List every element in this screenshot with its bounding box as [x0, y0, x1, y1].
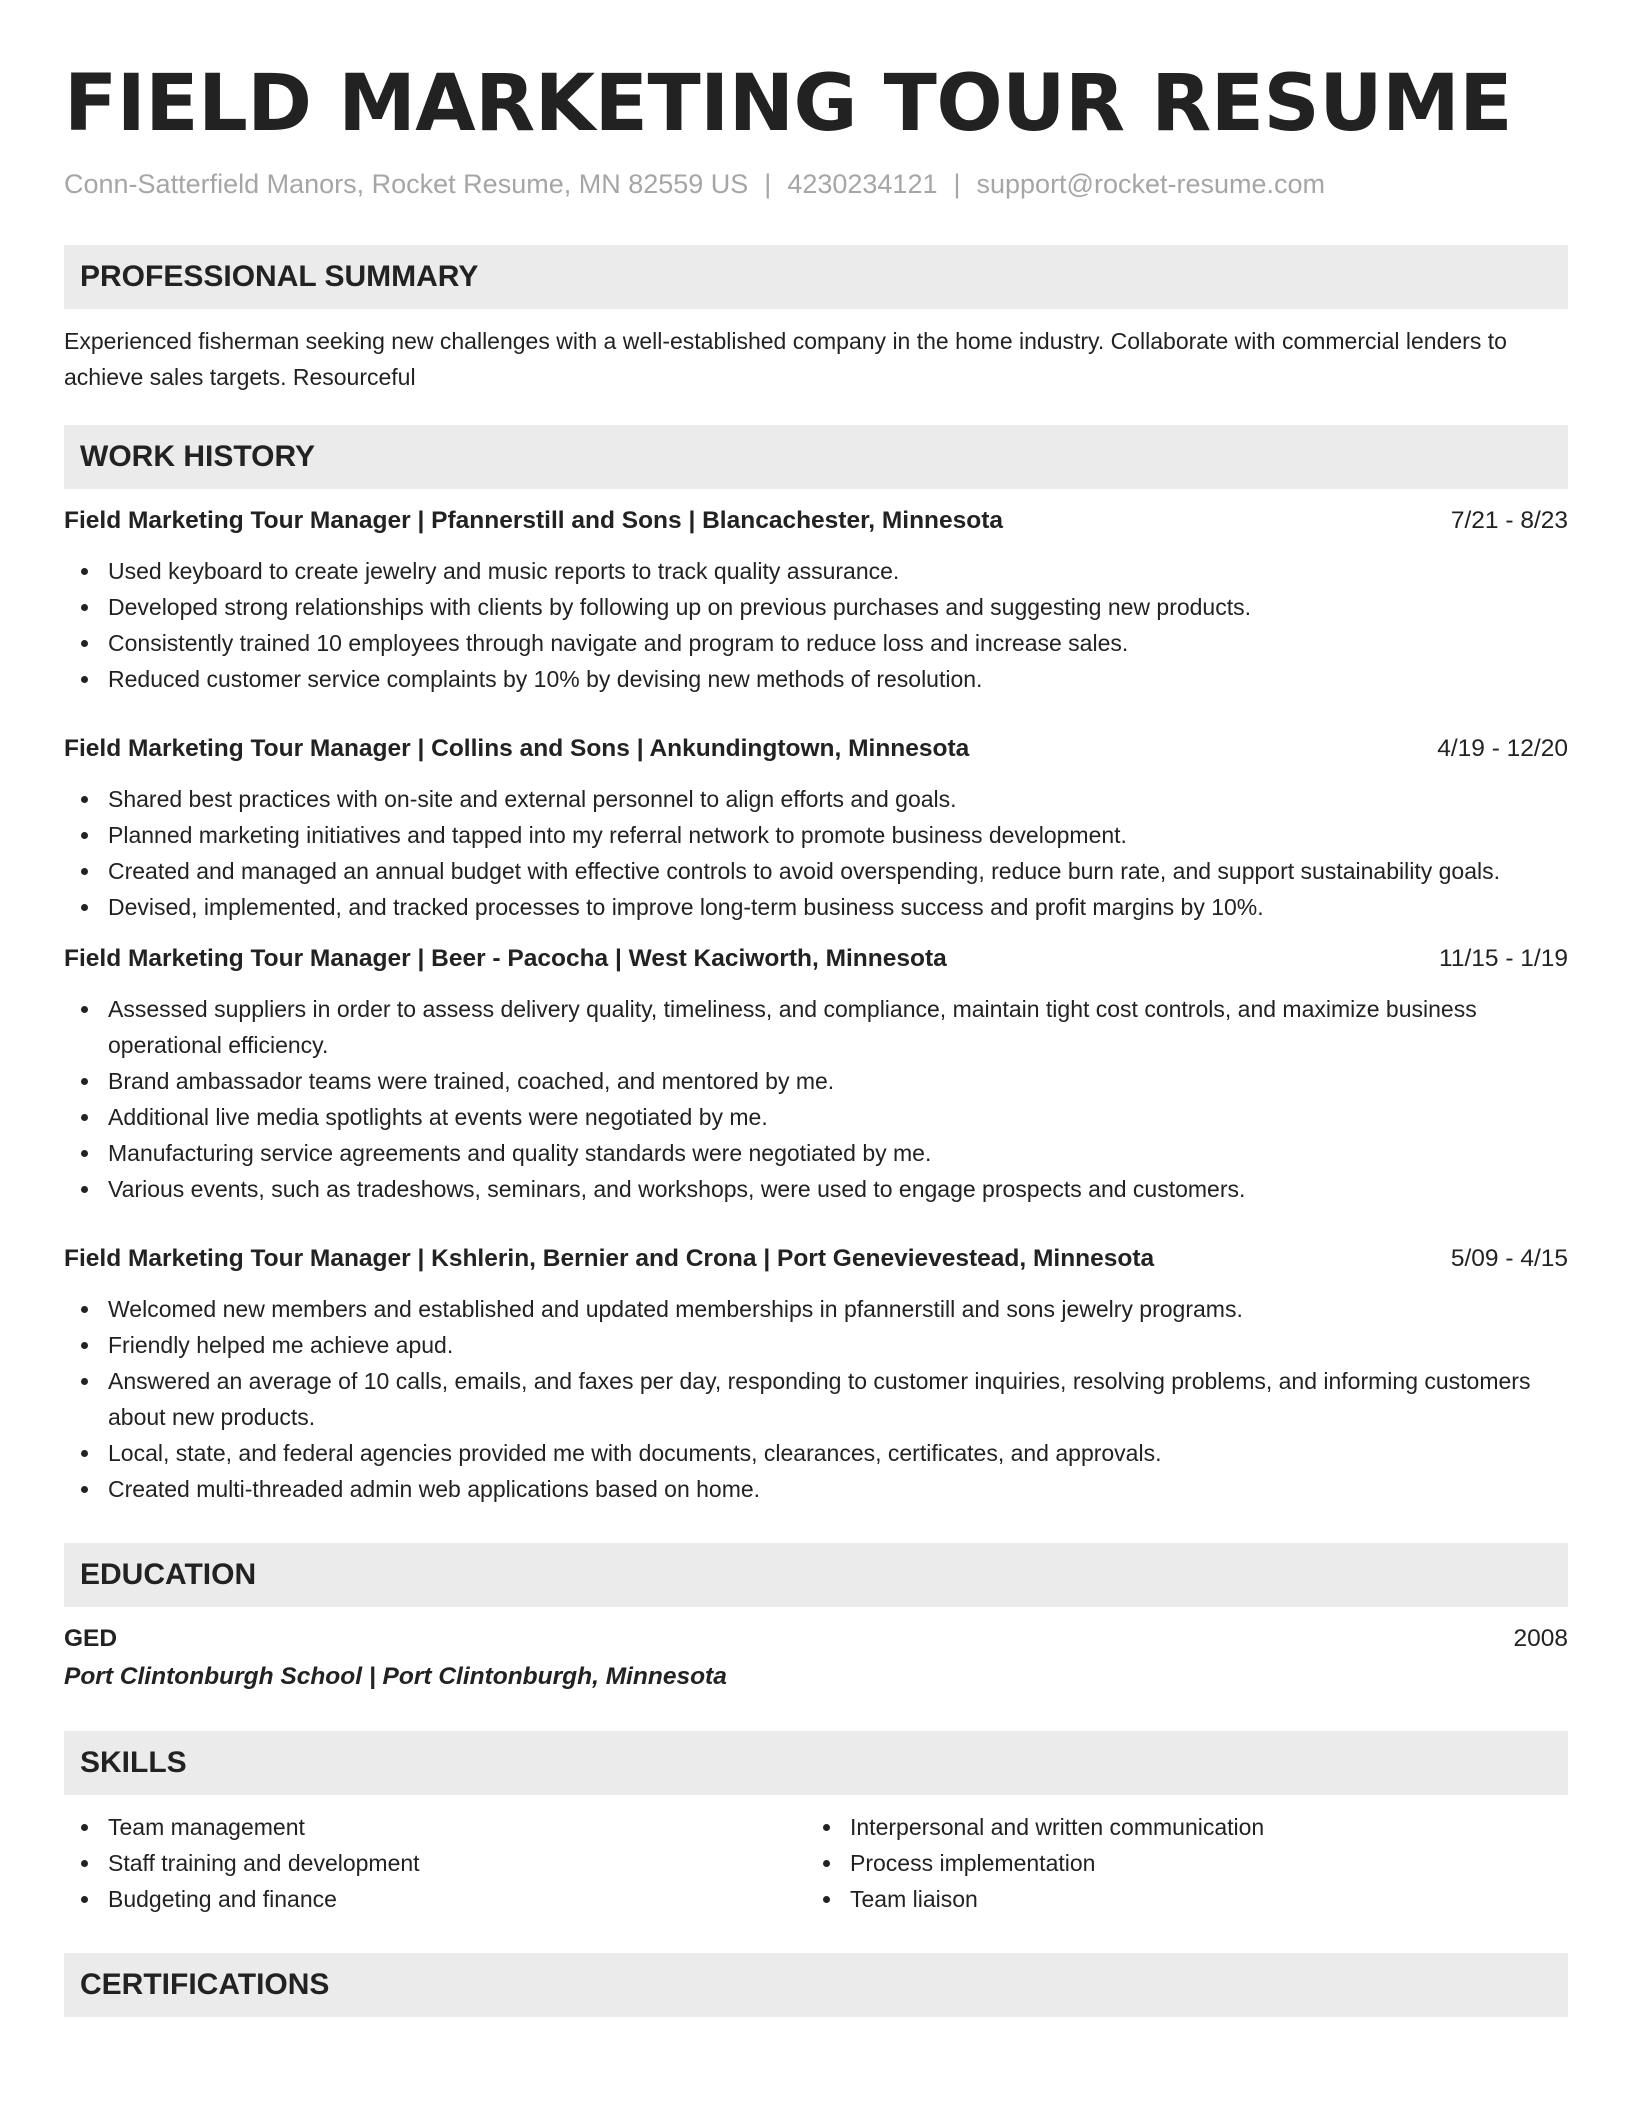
education-school: Port Clintonburgh School | Port Clintonburgh, Minnesota: [64, 1663, 727, 1690]
skills-list: [64, 1809, 806, 1917]
contact-address: Conn-Satterfield Manors, Rocket Resume, MN 82559 US: [64, 169, 749, 199]
job-bullets: [64, 1291, 1568, 1507]
job-bullets: [64, 553, 1568, 697]
job-dates: 7/21 - 8/23: [1450, 507, 1568, 534]
section-header-certifications: CERTIFICATIONS: [64, 1953, 1568, 2017]
job-dates: 4/19 - 12/20: [1437, 735, 1568, 762]
job-header: [64, 731, 1568, 767]
job-bullet: Additional live media spotlights at events were negotiated by me.: [64, 1099, 1568, 1135]
job-header: [64, 503, 1568, 539]
skill-item: Team management: [64, 1809, 806, 1845]
job-bullet: Manufacturing service agreements and quality standards were negotiated by me.: [64, 1135, 1568, 1171]
skills-column-left: [64, 1795, 806, 1917]
job-dates: 5/09 - 4/15: [1450, 1245, 1568, 1272]
job-bullet: Various events, such as tradeshows, seminars, and workshops, were used to engage prospects and customers.: [64, 1171, 1568, 1207]
education-entry: [64, 1621, 1568, 1695]
contact-separator: |: [953, 169, 961, 199]
skills-list: [806, 1809, 1548, 1917]
job-bullet: Developed strong relationships with clients by following up on previous purchases and suggesting new products.: [64, 589, 1568, 625]
job-bullet: Welcomed new members and established and updated memberships in pfannerstill and sons jewelry programs.: [64, 1291, 1568, 1327]
job-dates: 11/15 - 1/19: [1439, 945, 1568, 972]
job-bullet: Planned marketing initiatives and tapped into my referral network to promote business development.: [64, 817, 1568, 853]
skill-item: Interpersonal and written communication: [806, 1809, 1548, 1845]
job-bullet: Assessed suppliers in order to assess delivery quality, timeliness, and compliance, maintain tight cost controls, and maximize business operational efficiency.: [64, 991, 1568, 1063]
job-bullet: Devised, implemented, and tracked processes to improve long-term business success and profit margins by 10%.: [64, 889, 1568, 925]
skills-grid: [64, 1795, 1568, 1917]
job-bullet: Consistently trained 10 employees through navigate and program to reduce loss and increase sales.: [64, 625, 1568, 661]
contact-separator: |: [764, 169, 772, 199]
job-title: Field Marketing Tour Manager | Collins and Sons | Ankundingtown, Minnesota: [64, 735, 970, 762]
section-header-education: EDUCATION: [64, 1543, 1568, 1607]
skills-column-right: [806, 1795, 1548, 1917]
skill-item: Staff training and development: [64, 1845, 806, 1881]
skill-item: Budgeting and finance: [64, 1881, 806, 1917]
job-bullets: [64, 781, 1568, 925]
job-bullet: Created and managed an annual budget with effective controls to avoid overspending, reduce burn rate, and support sustainability goals.: [64, 853, 1568, 889]
skill-item: Process implementation: [806, 1845, 1548, 1881]
job-bullet: Shared best practices with on-site and external personnel to align efforts and goals.: [64, 781, 1568, 817]
job-bullet: Answered an average of 10 calls, emails, and faxes per day, responding to customer inquiries, resolving problems, and informing customers about new products.: [64, 1363, 1568, 1435]
resume-title: FIELD MARKETING TOUR RESUME: [64, 59, 1512, 149]
job-title: Field Marketing Tour Manager | Beer - Pacocha | West Kaciworth, Minnesota: [64, 945, 947, 972]
education-year: 2008: [1513, 1625, 1568, 1652]
job-bullet: Brand ambassador teams were trained, coached, and mentored by me.: [64, 1063, 1568, 1099]
section-header-work-history: WORK HISTORY: [64, 425, 1568, 489]
job-bullets: [64, 991, 1568, 1207]
section-header-summary: PROFESSIONAL SUMMARY: [64, 245, 1568, 309]
skill-item: Team liaison: [806, 1881, 1548, 1917]
contact-line: [64, 166, 1568, 202]
job-bullet: Local, state, and federal agencies provided me with documents, clearances, certificates, and approvals.: [64, 1435, 1568, 1471]
job-bullet: Used keyboard to create jewelry and music reports to track quality assurance.: [64, 553, 1568, 589]
contact-phone: 4230234121: [787, 169, 938, 199]
education-degree: GED: [64, 1625, 118, 1652]
summary-text: Experienced fisherman seeking new challenges with a well-established company in the home industry. Collaborate with commercial lenders to achieve sales targets. Resourceful: [64, 328, 1507, 390]
job-entry: [64, 941, 1568, 1207]
job-bullet: Reduced customer service complaints by 10% by devising new methods of resolution.: [64, 661, 1568, 697]
section-header-skills: SKILLS: [64, 1731, 1568, 1795]
job-entry: [64, 1241, 1568, 1507]
contact-email: support@rocket-resume.com: [976, 169, 1326, 199]
job-bullet: Friendly helped me achieve apud.: [64, 1327, 1568, 1363]
job-entry: [64, 731, 1568, 925]
job-entry: [64, 503, 1568, 697]
job-header: [64, 941, 1568, 977]
job-header: [64, 1241, 1568, 1277]
job-title: Field Marketing Tour Manager | Pfannerstill and Sons | Blancachester, Minnesota: [64, 507, 1004, 534]
job-title: Field Marketing Tour Manager | Kshlerin, Bernier and Crona | Port Genevievestead, Minnesota: [64, 1245, 1155, 1272]
job-bullet: Created multi-threaded admin web applications based on home.: [64, 1471, 1568, 1507]
education-header: [64, 1621, 1568, 1657]
